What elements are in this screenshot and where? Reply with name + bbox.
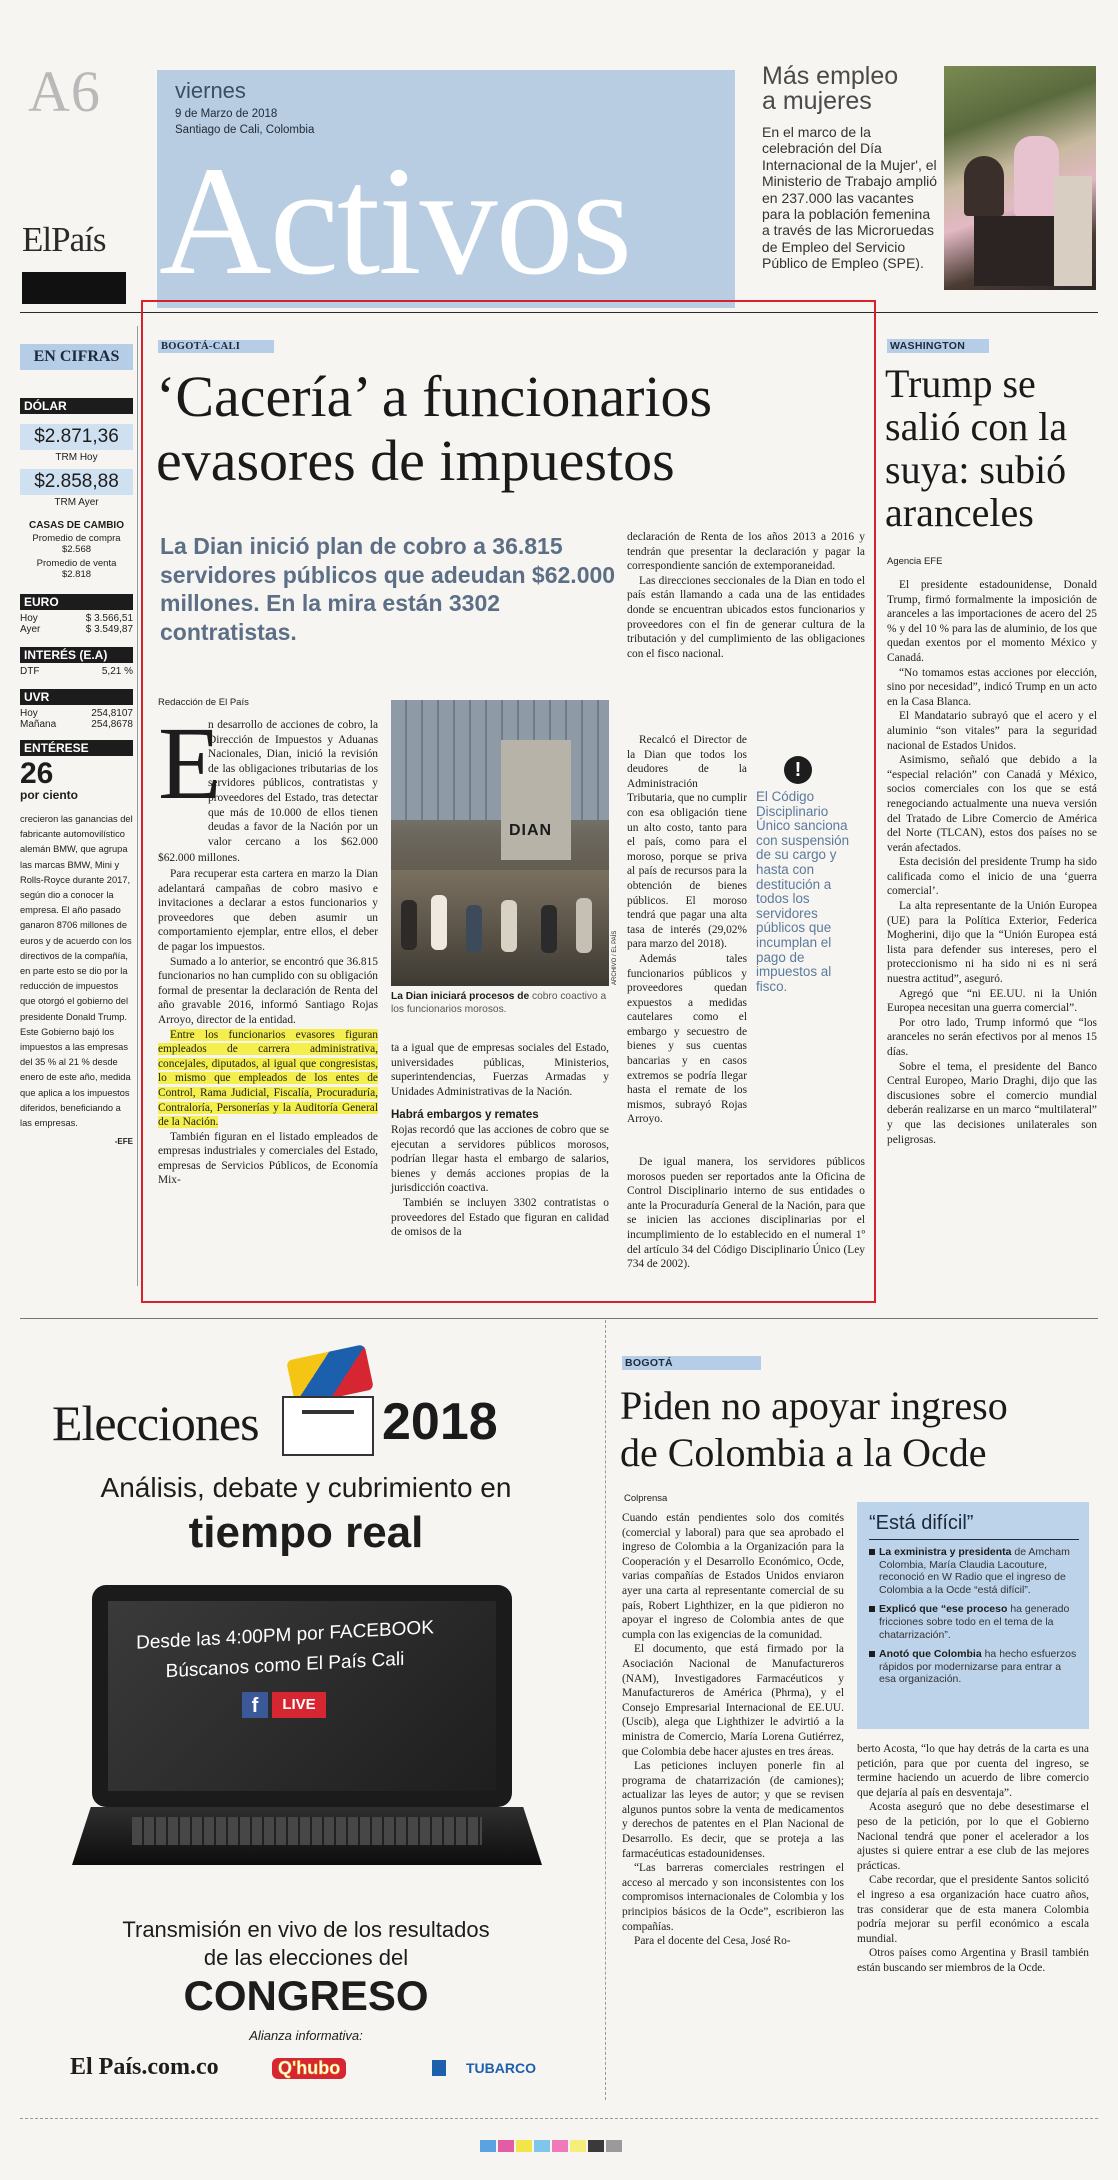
photo-caption [391,990,609,1016]
ocde-box-item [869,1603,1079,1641]
ocde-q3: Cabe recordar, que el presidente Santos solicitó el ingreso a esa organización hace cuatro años, tras considerar que de esta manera Colombia podría mejorar su perfil económico a escala mundial. [857,1874,1089,1945]
big-number: 26 [20,757,54,790]
main-r3: Recalcó el Director de la Dian que todos los deudores de la Administración Tributaria, que no cumplir con esa obligación tiene un alto costo, tanto para el país, como para el moroso, porque se priva al país de recursos para la obtención de bienes públicos. El moroso tendrá que pagar una alta tasa de interés (29,02% para marzo del 2018). [627,734,747,951]
trump-body [887,578,1097,1147]
section-place: Santiago de Cali, Colombia [175,124,315,136]
main-r3-wrap [627,733,747,1127]
ocde-kicker-wrap [622,1353,761,1371]
ocde-p1: Cuando están pendientes solo dos comités (comercial y laboral) para que sea aprobado el ingreso de Colombia a la Organización para la Cooperación y el Desarrollo Económico, Ocde, varias compañías de Estados Unidos enviaron ayer una carta al representante comercial de su país, Robert Lighthizer, en la que pidieron no apoyar el ingreso de Colombia antes de que cumpla con las exigencias de la comunidad. [622,1512,844,1641]
ad-title: Elecciones [52,1395,259,1451]
euro-row-label: Ayer [20,624,41,635]
main-headline-2: evasores de impuestos [156,428,675,493]
venta-label: Promedio de venta [36,558,117,569]
live-badge: LIVE [272,1692,326,1718]
ocde-q2: Acosta aseguró que no debe desestimarse el peso de la petición, por lo que el Gobierno Nacional tendrá que poner el acelerador a los ajustes si quiere entrar a ese club de las mejores prácticas. [857,1801,1089,1872]
main-p3: Sumado a lo anterior, se encontró que 36.815 funcionarios no han cumplido con su obligación formal de presentar la declaración de Renta del año gravable 2016, informó Santiago Rojas Arroyo, director de la entidad. [158,955,378,1026]
main-m3: También se incluyen 3302 contratistas o proveedores del Estado que figuran en calidad de omisos de la [391,1196,609,1239]
screen-line-2: Búscanos como El País Cali [165,1648,405,1683]
main-r2: Las direcciones seccionales de la Dian en todo el país están llamando a cada una de las entidades donde se encuentran ubicados estos funcionarios y proveedores con el fin de generar cultura de la tributación y del cumplimiento de las obligaciones con el fisco nacional. [627,574,865,660]
ocde-headline-1: Piden no apoyar ingreso [620,1383,1008,1428]
photo-credit: ARCHIVO / EL PAÍS [612,930,618,985]
color-swatch [498,2140,514,2152]
color-swatch [516,2140,532,2152]
main-p1-tail: $62.000 millones. [158,852,240,864]
caption-text: cobro coactivo a los funcionarios morosos. [391,991,607,1015]
cifras-sidebar [20,344,133,1146]
box-item-bold: Anotó que Colombia [879,1648,982,1661]
trump-p4: Asimismo, señaló que debido a la “especial relación” con Canadá y México, socios comerciales con los que se está renegociando actualmente una nueva versión del Tratado de Libre Comercio de América del Norte (TLCAN), estos dos países no se verán afectados. [887,754,1097,854]
main-deck: La Dian inició plan de cobro a 36.815 servidores públicos que adeudan $62.000 millones. En la mira están 3302 contratistas. [160,533,616,645]
main-p4 [158,1028,378,1130]
ad-bottom-3: CONGRESO [183,1972,429,2019]
main-kicker: BOGOTÁ-CALI [158,340,274,353]
screen-line-1: Desde las 4:00PM por FACEBOOK [136,1617,434,1654]
promo-body: En el marco de la celebración del Día Internacional de la Mujer', el Ministerio de Trabajo amplió en 237.000 las vacantes para la población femenina a través de las Microruedas de Empleo del Servicio Público de Empleo (SPE). [762,124,938,272]
uvr-row-value: 254,8107 [91,708,133,719]
section-banner [157,70,735,308]
main-r5-wrap [627,1155,865,1272]
trump-p3: El Mandatario subrayó que el acero y el aluminio “son vitales” para la seguridad nacional de Estados Unidos. [887,710,1097,752]
main-r4: Además tales funcionarios públicos y proveedores quedan expuestos a medidas cautelares como el embargo y secuestro de bienes y sus cuentas bancarias y en casos extremos se podría llegar hasta el remate de los mismos, subrayó Rojas Arroyo. [627,952,747,1126]
main-col-1-rest [158,851,378,866]
compra-label: Promedio de compra [32,533,121,544]
euro-row-value: $ 3.566,51 [85,613,133,624]
trump-p9: Sobre el tema, el presidente del Banco Central Europeo, Mario Draghi, dijo que las discusiones sobre el comercio mundial deberán realizarse en un marco “multilateral” y que las decisiones unilaterales son peligrosas. [887,1060,1097,1146]
promo-title: Más empleo a mujeres [762,62,899,115]
trump-kicker: WASHINGTON [887,339,989,353]
main-m1: ta a igual que de empresas sociales del Estado, universidades públicas, Ministerios, superintendencias, Fuerzas Armadas y Unidades Administrativas de la Nación. [391,1042,609,1098]
ballot-box-icon [282,1352,382,1462]
uvr-row-value: 254,8678 [91,719,133,730]
ad-bottom-2: de las elecciones del [203,1945,409,1970]
page-number: A6 [28,59,101,124]
euro-row-value: $ 3.549,87 [85,624,133,635]
trump-kicker-wrap [887,336,989,354]
box-item-text: de Amcham Colombia, María Claudia Lacouture, reconoció en W Radio que el ingreso de Colombia a la Ocde “está difícil”. [879,1546,1070,1596]
trump-p1: El presidente estadounidense, Donald Trump, firmó formalmente la imposición de aranceles a las importaciones de acero del 25 % y del 10 % para las de aluminio, de los que quedan exentos por el momento México y Canadá. [887,579,1097,664]
ocde-byline: Colprensa [624,1493,668,1504]
logo-tubarco: TUBARCO [432,2060,536,2076]
ocde-p4: “Las barreras comerciales restringen el acceso al mercado y son inconsistentes con los compromisos internacionales de Colombia y los principios básicos de la Ocde”, escribieron las compañías. [622,1862,844,1933]
box-item-text: ha generado fricciones sobre todo en el tema de la chatarrización”. [879,1603,1070,1641]
interes-row [20,666,133,677]
ad-line1: Análisis, debate y cubrimiento en [100,1472,512,1503]
color-swatch [480,2140,496,2152]
main-col-1-body [158,867,378,1188]
ad-divider [605,1320,606,2100]
box-item-text: ha hecho esfuerzos rápidos por modernizarse para entrar a esa organización. [879,1648,1077,1686]
brand-logo: ElPaís [22,220,106,259]
interes-row-value: 5,21 % [101,666,133,677]
ocde-box-title: “Está difícil” [869,1512,1079,1540]
ad-line2: tiempo real [188,1508,424,1557]
ocde-headline-2: de Colombia a la Ocde [620,1430,987,1475]
casas-label: CASAS DE CAMBIO [28,520,124,531]
main-col-3-top [627,530,865,661]
main-headline-1: ‘Cacería’ a funcionarios [156,364,713,429]
main-p1: n desarrollo de acciones de cobro, la Dirección de Impuestos y Aduanas Nacionales, Dian, inició la revisión de las obligaciones tributarias de los servidores públicos, contratistas y proveedores del Estado, tras detectar que más de 10.000 de ellos tienen deudas a favor de la Nación por un valor cercano a los $62.000 [208,719,378,848]
promo-photo [944,66,1096,290]
trump-headline: Trump se salió con la suya: subió aranceles [885,361,1068,535]
drop-cap: E [158,706,222,821]
main-m2: Rojas recordó que las acciones de cobro que se ejecutan a servidores públicos morosos, podrían llegar hasta el embargo de salarios, bienes y demás acciones propias de la jurisdicción coactiva. [391,1123,609,1195]
main-byline: Redacción de El País [158,697,249,708]
ad-alianza: Alianza informativa: [249,2028,363,2043]
trm-ayer: $2.858,88 [20,469,133,495]
logo-qhubo: Q'hubo [272,2058,346,2079]
ocde-kicker: BOGOTÁ [622,1356,761,1370]
box-item-bold: Explicó que “ese proceso [879,1603,1008,1616]
section-day: viernes [175,78,246,103]
enterese-label: ENTÉRESE [20,740,133,756]
ad-year: 2018 [382,1393,498,1451]
uvr-row [20,708,133,719]
venta-value: $2.818 [61,569,92,580]
photo-sign: DIAN [509,822,553,839]
main-r5: De igual manera, los servidores públicos morosos pueden ser reportados ante la Oficina de Control Disciplinario interno de sus entidades o ante la Procuraduría General de la Nación, para que se inicien las acciones disciplinarias por el incumplimiento de lo establecido en el numeral 1º del artículo 34 del Código Disciplinario Único (Ley 734 de 2002). [627,1156,865,1271]
cifras-source: -EFE [114,1137,133,1147]
color-swatch [534,2140,550,2152]
section-date: 9 de Marzo de 2018 [175,108,278,120]
main-subhead: Habrá embargos y remates [391,1109,539,1122]
callout-icon: ! [784,756,812,784]
callout [756,756,862,994]
main-p4-highlight: Entre los funcionarios evasores figuran empleados de carrera administrativa, concejales, diputados, al igual que congresistas, lo mismo que empleados de los entes de Control, Rama Judicial, Fiscalía, Procuraduría, Contraloría, Personerías y la Auditoría General de la Nación. [158,1028,378,1129]
trm-ayer-label: TRM Ayer [54,497,99,508]
trump-p6: La alta representante de la Unión Europea (UE) para la Política Exterior, Federica Mogherini, dijo que la “Unión Europea está lista para defender sus intereses, pero el proteccionismo ni ha sido ni es ni será nuestra actitud”, aseguró. [887,900,1097,986]
logo-elpais: El País.com.co [70,2054,219,2080]
trm-hoy-label: TRM Hoy [55,452,98,463]
ocde-box-item [869,1648,1079,1686]
compra-value: $2.568 [61,544,92,555]
euro-row [20,613,133,624]
trump-byline: Agencia EFE [887,556,943,567]
uvr-label: UVR [20,689,133,705]
euro-row [20,624,133,635]
ocde-col-1 [622,1511,844,1949]
uvr-row-label: Mañana [20,719,57,730]
promo [762,64,942,272]
election-ad [20,1340,592,2110]
interes-row-label: DTF [20,666,40,677]
box-item-bold: La exministra y presidenta [879,1546,1012,1558]
main-p5: También figuran en el listado empleados de empresas industriales y comerciales del Estado, empresas de Servicios Públicos, de Economía Mix- [158,1130,378,1187]
trump-p7: Agregó que “ni EE.UU. ni la Unión Europea necesitan una guerra comercial”. [887,987,1097,1015]
bottom-dashed-rule [20,2118,1098,2119]
ocde-q1: berto Acosta, “lo que hay detrás de la carta es una petición, para que por cuenta del ingreso, se termine haciendo un acuerdo de libre comercio que dejaría al país en desventaja”. [857,1743,1089,1799]
main-r1: declaración de Renta de los años 2013 a 2016 y tendrán que presentar la declaración y pagar la correspondiente sanción de extemporaneidad. [627,531,865,573]
color-swatch [570,2140,586,2152]
trump-p5: Esta decisión del presidente Trump ha sido calificada como el inicio de una ‘guerra comercial’. [887,856,1097,898]
ad-bottom-1: Transmisión en vivo de los resultados [122,1917,490,1942]
facebook-icon: f [242,1692,268,1718]
section-title: Activos [159,134,631,307]
cifras-title: EN CIFRAS [20,344,133,370]
ocde-p2: El documento, que está firmado por la Asociación Nacional de Manufactureros (NAM), Investigadores Farmacéuticos y Manufactureros de América (Phrma), y el Consejo Empresarial Internacional de EE.UU. (Uscib), alega que Lighthizer le advirtió a la ministra de Comercio, María Lorena Gutiérrez, que Colombia debe hacer ajustes en tres áreas. [622,1643,844,1758]
main-photo [391,700,609,986]
callout-text: El Código Disciplinario Único sanciona con suspensión de su cargo y hasta con destitución a todos los servidores públicos que incumplan el pago de impuestos al fisco. [756,789,850,994]
color-swatch [606,2140,622,2152]
euro-row-label: Hoy [20,613,38,624]
main-kicker-wrap [158,336,274,354]
color-swatch [552,2140,568,2152]
main-col-2 [391,1041,609,1240]
sidebar-divider [137,326,138,1286]
brand-bar [22,272,126,304]
color-swatch [588,2140,604,2152]
ocde-p5: Para el docente del Cesa, José Ro- [634,1935,791,1948]
main-p2: Para recuperar esta cartera en marzo la Dian adelantará campañas de cobro masivo e invitaciones a declarar a estos funcionarios y proveedores que deben asumir un comportamiento ejemplar, entre ellos, el deber de pagar los impuestos. [158,868,378,953]
uvr-row-label: Hoy [20,708,38,719]
ocde-box-item [869,1546,1079,1596]
uvr-row [20,719,133,730]
ocde-col-2 [857,1742,1089,1976]
dolar-label: DÓLAR [20,398,133,414]
interes-label: INTERÉS (E.A) [20,647,133,663]
cifras-note: crecieron las ganancias del fabricante automovilístico alemán BMW, que agrupa las marcas BMW, Mini y Rolls-Royce durante 2017, según dio a conocer la empresa. El año pasado ganaron 8706 millones de euros y de acuerdo con los directivos de la compañía, en parte esto se dio por la reducción de impuestos que otorgó el gobierno del presidente Donald Trump. Este Gobierno bajó los impuestos a las empresas del 35 % al 21 % desde enero de este año, medida que aplica a los impuestos diferidos, beneficiando a las empresas. [20,814,133,1129]
mid-divider [20,1318,1098,1319]
ocde-p3: Las peticiones incluyen ponerle fin al programa de chatarrización (de camiones); actualizar las leyes de autor; y que se revisen algunos puntos sobre la venta de medicamentos y derechos de patentes en el Plan Nacional de Desarrollo. Es decir, que se proteja a las farmacéuticas estadounidenses. [622,1760,844,1860]
ocde-box [857,1502,1089,1729]
ocde-q4: Otros países como Argentina y Brasil también están buscando ser miembros de la Ocde. [857,1947,1089,1974]
euro-label: EURO [20,594,133,610]
trump-p8: Por otro lado, Trump informó que “los aranceles no serán efectivos por al menos 15 días. [887,1016,1097,1058]
caption-bold: La Dian iniciará procesos de [391,991,530,1002]
color-swatches [480,2140,622,2152]
trump-p2: “No tomamos estas acciones por elección, sino por necesidad”, indicó Trump en un acto en la Casa Blanca. [887,666,1097,708]
big-unit: por ciento [20,788,79,802]
trm-hoy: $2.871,36 [20,424,133,450]
